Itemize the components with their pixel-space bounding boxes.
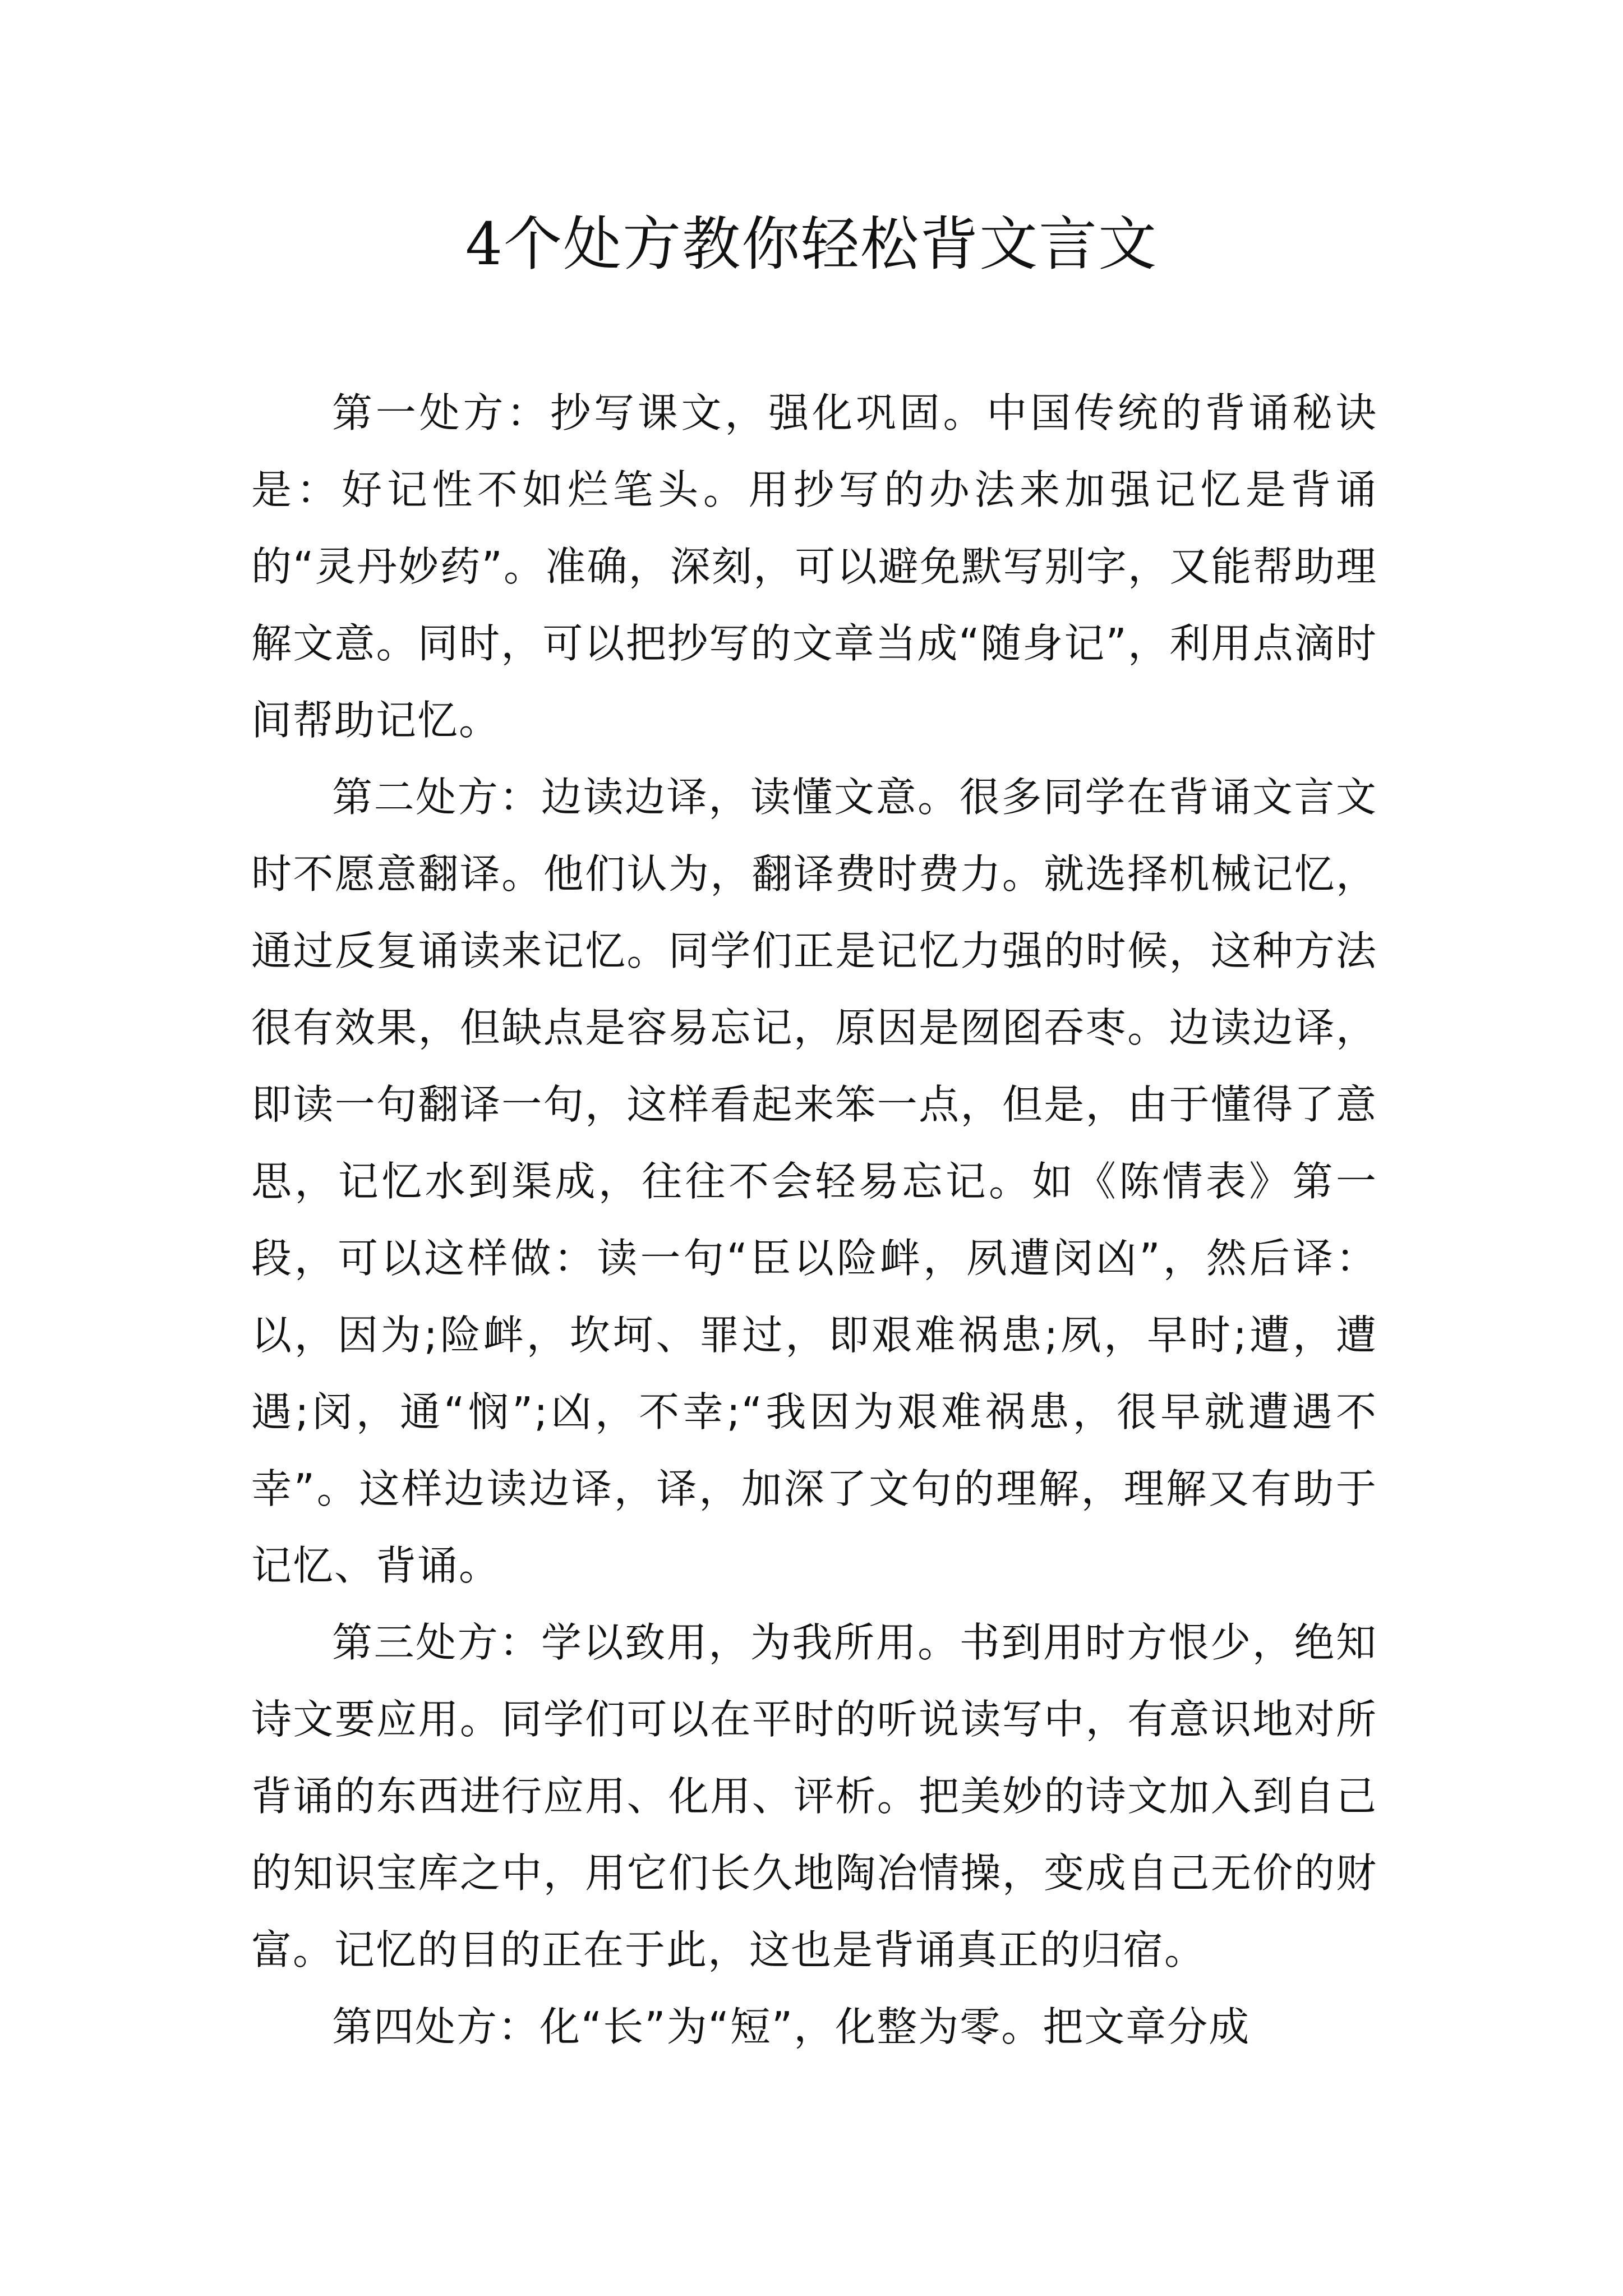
paragraph-prescription-2: 第二处方：边读边译，读懂文意。很多同学在背诵文言文时不愿意翻译。他们认为，翻译费时费力。就选择机械记忆，通过反复诵读来记忆。同学们正是记忆力强的时候，这种方法很有效果，但缺点是容易忘记，原因是囫囵吞枣。边读边译，即读一句翻译一句，这样看起来笨一点，但是，由于懂得了意思，记忆水到渠成，往往不会轻易忘记。如《陈情表》第一段，可以这样做：读一句“臣以险衅，夙遭闵凶”，然后译：以，因为;险衅，坎坷、罪过，即艰难祸患;夙，早时;遭，遭遇;闵，通“悯”;凶，不幸;“我因为艰难祸患，很早就遭遇不幸”。这样边读边译，译，加深了文句的理解，理解又有助于记忆、背诵。: [251, 774, 1377, 1589]
document-body: [251, 375, 1377, 2065]
paragraph-prescription-1: 第一处方：抄写课文，强化巩固。中国传统的背诵秘诀是：好记性不如烂笔头。用抄写的办法来加强记忆是背诵的“灵丹妙药”。准确，深刻，可以避免默写别字，又能帮助理解文意。同时，可以把抄写的文章当成“随身记”，利用点滴时间帮助记忆。: [251, 389, 1377, 744]
document-title: 4个处方教你轻松背文言文: [465, 210, 1158, 278]
paragraph-prescription-3: 第三处方：学以致用，为我所用。书到用时方恨少，绝知诗文要应用。同学们可以在平时的听说读写中，有意识地对所背诵的东西进行应用、化用、评析。把美妙的诗文加入到自己的知识宝库之中，用它们长久地陶冶情操，变成自己无价的财富。记忆的目的正在于此，这也是背诵真正的归宿。: [251, 1619, 1377, 1973]
paragraph-prescription-4: 第四处方：化“长”为“短”，化整为零。把文章分成: [332, 2003, 1251, 2050]
